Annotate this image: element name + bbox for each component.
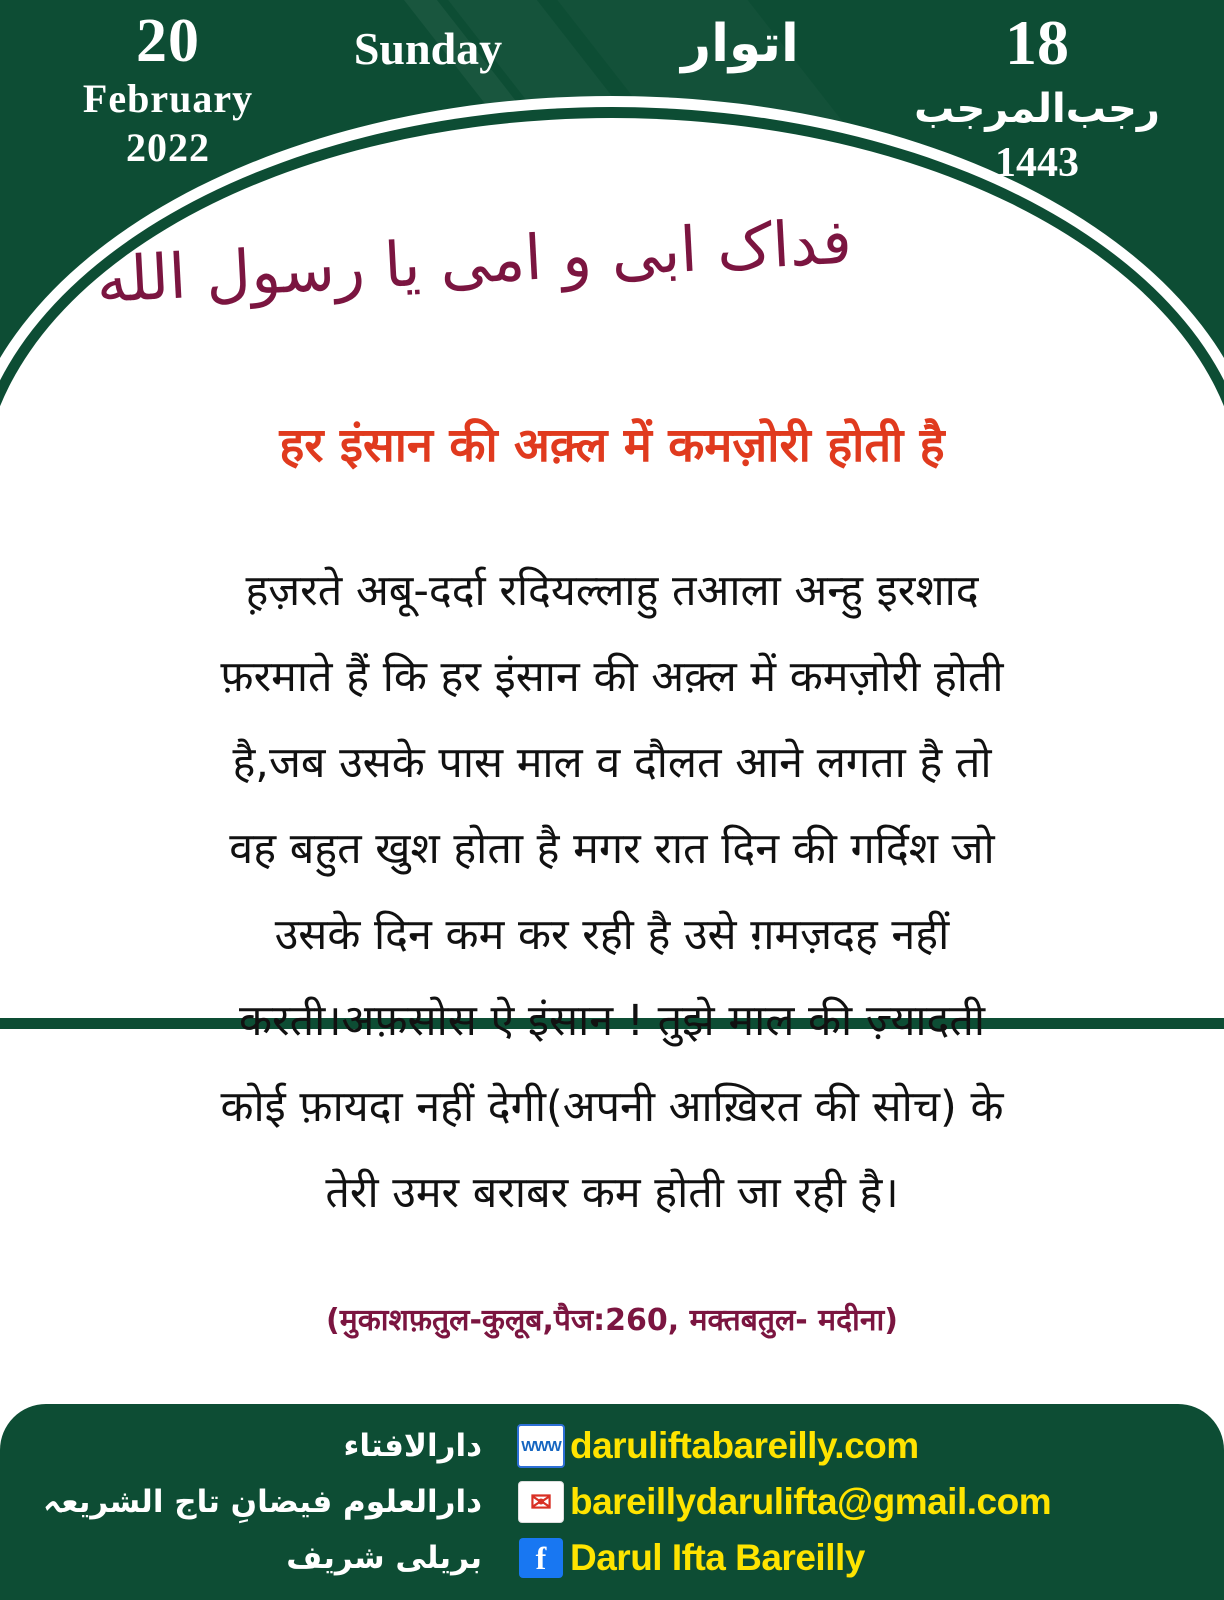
gmail-icon-glyph: ✉ [518, 1481, 564, 1523]
institution-name-urdu [10, 1418, 500, 1586]
body-line: वह बहुत खुश होता है मगर रात दिन की गर्दिश जो [229, 824, 995, 874]
body-line: तेरी उमर बराबर कम होती जा रही है। [325, 1168, 899, 1218]
gregorian-day: 20 [136, 7, 200, 75]
arabic-calligraphy: فداک ابی و امی یا رسول الله [94, 204, 854, 317]
contact-website[interactable] [512, 1418, 1218, 1474]
institution-line: دارالعلوم فیضانِ تاج الشریعہ [43, 1484, 482, 1520]
institution-line: بریلی شریف [286, 1540, 482, 1576]
hijri-year: 1443 [995, 140, 1079, 186]
gregorian-year: 2022 [126, 125, 210, 170]
facebook-page-name[interactable]: Darul Ifta Bareilly [570, 1537, 865, 1578]
email-address[interactable]: bareillydarulifta@gmail.com [570, 1481, 1052, 1522]
body-line: उसके दिन कम कर रही है उसे ग़मज़दह नहीं [274, 910, 950, 960]
body-line: कोई फ़ायदा नहीं देगी(अपनी आख़िरत की सोच) के [220, 1082, 1004, 1132]
body-line: है,जब उसके पास माल व दौलत आने लगता है तो [232, 738, 992, 788]
facebook-icon [512, 1535, 570, 1581]
institution-line: دارالافتاء [343, 1428, 482, 1464]
website-url[interactable]: daruliftabareilly.com [570, 1425, 919, 1466]
contact-list [512, 1418, 1218, 1586]
hijri-date [872, 8, 1202, 186]
weekday-english: Sunday [353, 23, 503, 74]
body-line: फ़रमाते हैं कि हर इंसान की अक़्ल में कमज़ोरी होती [220, 652, 1004, 702]
hijri-day: 18 [1005, 7, 1069, 78]
weekday-urdu: اتوار [681, 14, 799, 74]
globe-icon [512, 1423, 570, 1469]
body-line: करती।अफ़सोस ऐ इंसान ! तुझे माल की ज़्यादती [238, 996, 986, 1046]
globe-icon-glyph: WWW [517, 1424, 565, 1468]
gmail-icon [512, 1479, 570, 1525]
contact-email[interactable] [512, 1474, 1218, 1530]
body-line: ह़ज़रते अबू-दर्दा रदियल्लाहु तआला अन्हु इरशाद [245, 566, 979, 616]
page-title: हर इंसान की अक़्ल में कमज़ोरी होती है [279, 418, 945, 473]
facebook-icon-glyph: f [519, 1538, 563, 1578]
contact-facebook[interactable] [512, 1530, 1218, 1586]
gregorian-date [18, 8, 318, 172]
hadith-body [48, 548, 1176, 1236]
source-reference: (मुकाशफ़तुल-कुलूब,पैज:260, मक्तबतुल- मदीना) [326, 1303, 898, 1338]
gregorian-month: February [82, 76, 254, 121]
hijri-month: رجب‌المرجب [914, 86, 1160, 132]
footer-bar [0, 1404, 1224, 1600]
